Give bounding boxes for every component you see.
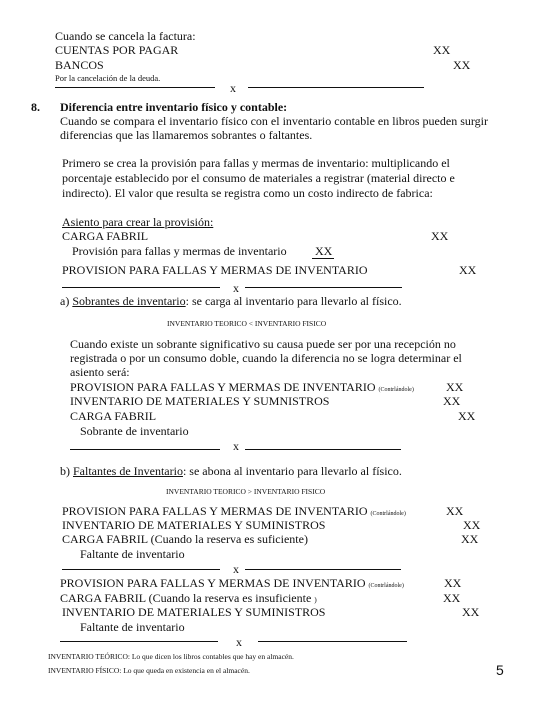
subsection-text: : se abona al inventario para llevarlo al físico.	[182, 464, 402, 478]
entry-account	[60, 592, 317, 604]
entry-x-mark: x	[233, 562, 239, 576]
section-number: 8.	[31, 100, 40, 114]
entry-account: BANCOS	[55, 58, 104, 72]
paragraph-line: asiento será:	[70, 365, 130, 379]
entry-amount: XX	[446, 504, 464, 518]
entry-account-text: PROVISION PARA FALLAS Y MERMAS DE INVENTARIO	[62, 504, 368, 518]
entry-amount: XX	[446, 380, 464, 394]
entry-account-text: PROVISION PARA FALLAS Y MERMAS DE INVENTARIO	[60, 576, 366, 590]
entry-account	[60, 577, 404, 589]
paragraph-line: indirecto). El valor que resulta se registra como un costo indirecto de fabrica:	[62, 186, 433, 200]
entry-amount: XX	[453, 58, 471, 72]
condition-line: INVENTARIO TEORICO > INVENTARIO FISICO	[166, 487, 326, 496]
asiento-title: Asiento para crear la provisión:	[62, 215, 214, 229]
entry-account: CARGA FABRIL	[70, 409, 157, 423]
entry-account: CARGA FABRIL (Cuando la reserva es suficiente)	[62, 532, 308, 546]
subsection-title: Faltantes de Inventario	[73, 464, 183, 478]
entry-account-text: CARGA FABRIL (Cuando la reserva es insuficiente	[60, 591, 312, 605]
entry-rule	[245, 287, 402, 288]
entry-amount: XX	[433, 43, 451, 57]
paragraph-line: registrada o por un consumo doble, cuando la diferencia no se logra determinar el	[70, 351, 462, 365]
entry-account	[62, 505, 406, 517]
entry-amount: XX	[461, 532, 479, 546]
entry-x-mark: x	[233, 439, 239, 453]
subsection-a	[60, 295, 402, 307]
entry-amount: XX	[459, 263, 477, 277]
entry-account: CUENTAS POR PAGAR	[55, 43, 179, 57]
entry-amount: XX	[458, 409, 476, 423]
entry-account: INVENTARIO DE MATERIALES Y SUMINISTROS	[62, 518, 326, 532]
entry-rule	[245, 449, 401, 450]
entry-rule	[245, 569, 401, 570]
entry-rule	[60, 641, 218, 642]
paragraph-line: Primero se crea la provisión para fallas y mermas de inventario: multiplicando el	[62, 156, 450, 170]
entry-rule	[62, 569, 220, 570]
entry-note-small: (Contrlándole)	[368, 583, 404, 589]
paragraph-line: diferencias que las llamaremos sobrantes o faltantes.	[60, 128, 313, 142]
entry-subaccount: Faltante de inventario	[80, 547, 185, 561]
entry-note: Por la cancelación de la deuda.	[55, 73, 161, 83]
section-heading: Diferencia entre inventario físico y contable:	[60, 100, 288, 114]
entry-rule	[258, 641, 407, 642]
entry-amount: XX	[443, 591, 461, 605]
entry-rule	[55, 87, 215, 88]
entry-account: PROVISION PARA FALLAS Y MERMAS DE INVENTARIO	[62, 263, 368, 277]
entry-rule	[312, 258, 334, 259]
entry-rule	[62, 287, 220, 288]
subsection-title: Sobrantes de inventario	[72, 294, 186, 308]
entry-x-mark: x	[230, 81, 236, 95]
paragraph-line: Cuando existe un sobrante significativo su causa puede ser por una recepción no	[70, 337, 456, 351]
subsection-label: b)	[60, 464, 70, 478]
subsection-label: a)	[60, 294, 70, 308]
entry-amount: XX	[315, 244, 333, 258]
entry-amount: XX	[463, 518, 481, 532]
entry-x-mark: x	[233, 281, 239, 295]
entry-subaccount: Faltante de inventario	[80, 620, 185, 634]
entry-note-small: (Contrlándole)	[370, 511, 406, 517]
entry-x-mark: x	[236, 635, 242, 649]
intro-line: Cuando se cancela la factura:	[55, 29, 196, 43]
paragraph-line: porcentaje establecido por el consumo de materiales a registrar (material directo e	[62, 171, 455, 185]
entry-amount: XX	[443, 394, 461, 408]
entry-rule	[248, 87, 424, 88]
paragraph-line: Cuando se compara el inventario físico con el inventario contable en libros pueden surgir	[60, 114, 488, 128]
entry-rule	[70, 449, 220, 450]
entry-account-text: PROVISION PARA FALLAS Y MERMAS DE INVENTARIO	[70, 380, 376, 394]
entry-subaccount: Provisión para fallas y mermas de inventario	[72, 244, 287, 258]
footer-definition: INVENTARIO TEÓRICO: Lo que dicen los libros contables que hay en almacén.	[48, 652, 294, 661]
condition-line: INVENTARIO TEORICO < INVENTARIO FISICO	[167, 319, 327, 328]
subsection-b	[60, 465, 402, 477]
entry-amount: XX	[444, 576, 462, 590]
subsection-text: : se carga al inventario para llevarlo al físico.	[185, 294, 402, 308]
entry-note-small: )	[314, 595, 317, 604]
entry-note-small: (Contrlándole)	[378, 387, 414, 393]
footer-definition: INVENTARIO FÍSICO: Lo que queda en existencia en el almacén.	[48, 666, 250, 675]
entry-subaccount: Sobrante de inventario	[80, 424, 189, 438]
entry-account: INVENTARIO DE MATERIALES Y SUMINISTROS	[62, 605, 326, 619]
entry-amount: XX	[431, 229, 449, 243]
entry-account: INVENTARIO DE MATERIALES Y SUMNISTROS	[70, 394, 330, 408]
page-number: 5	[496, 662, 504, 678]
entry-amount: XX	[462, 605, 480, 619]
entry-account	[70, 381, 414, 393]
entry-account: CARGA FABRIL	[62, 229, 149, 243]
